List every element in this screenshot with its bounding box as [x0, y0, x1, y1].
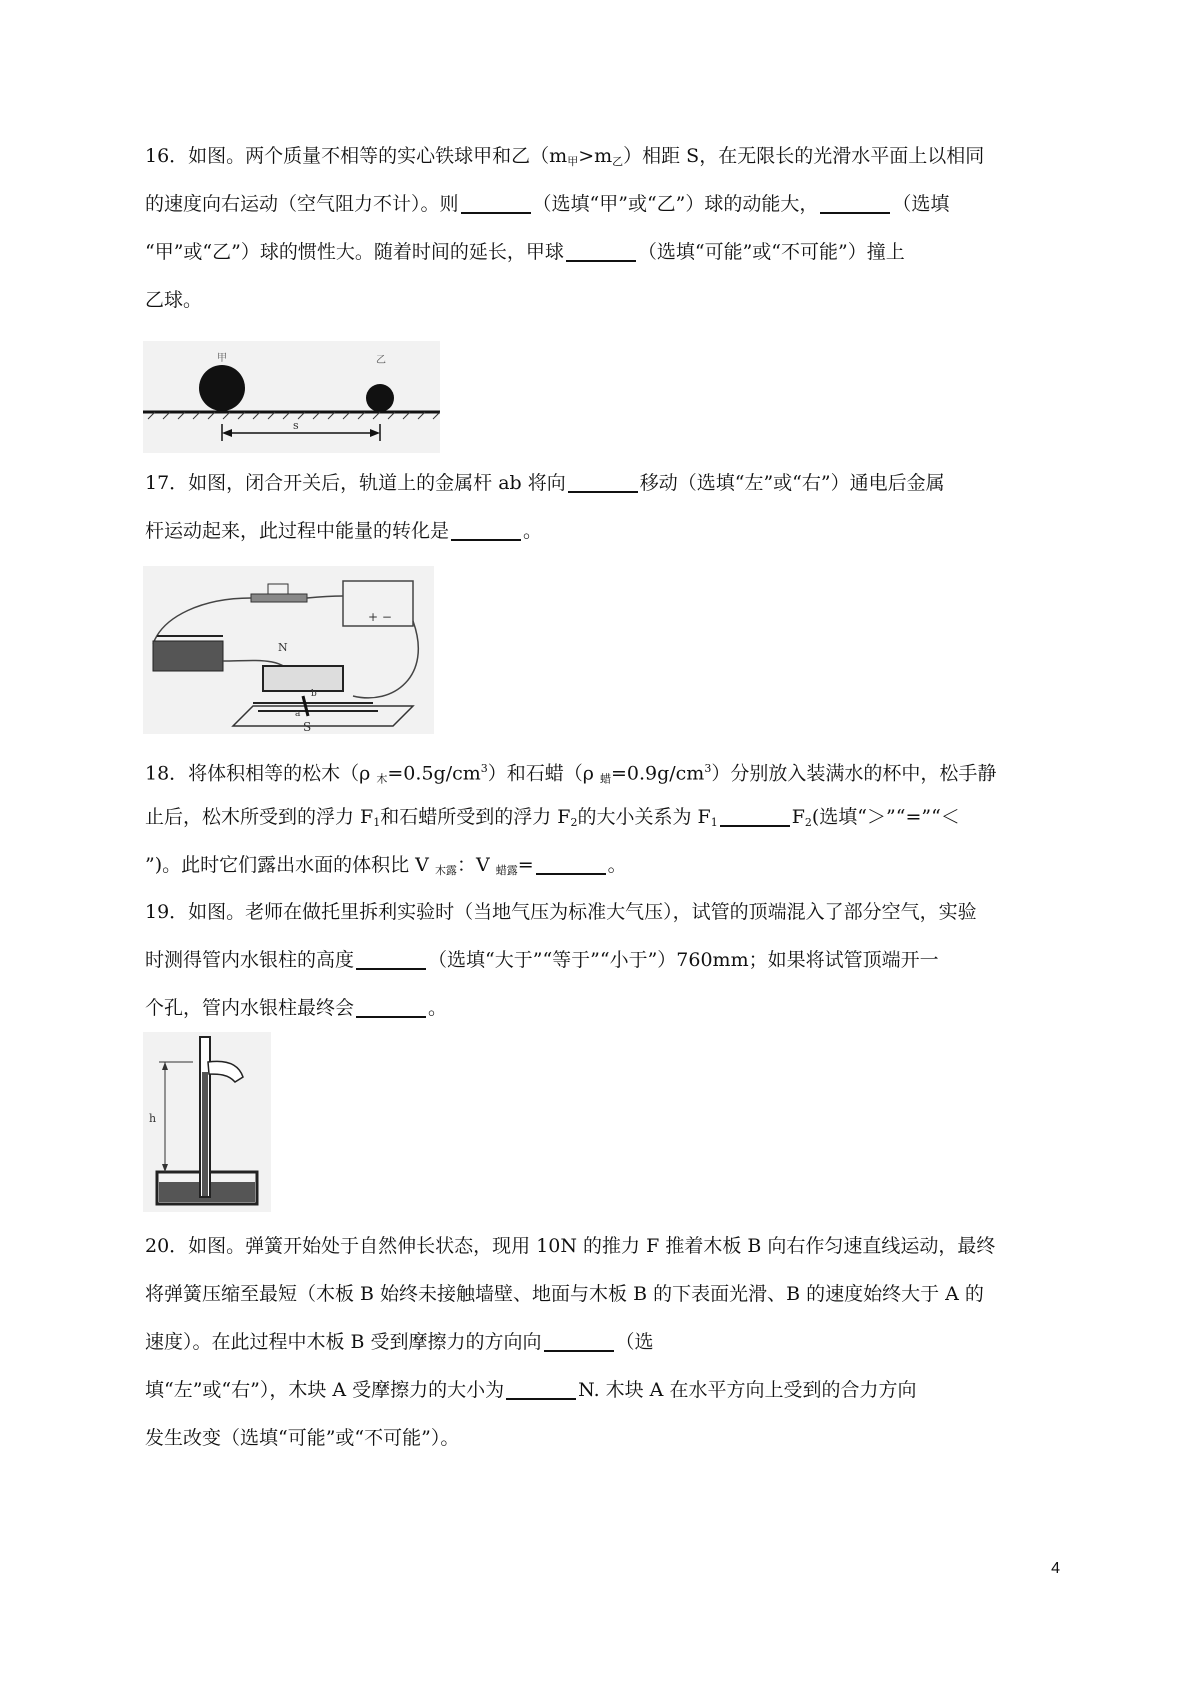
- figure-16-iron-balls: [143, 341, 440, 453]
- q17-text: 17．如图，闭合开关后，轨道上的金属杆 ab 将向: [145, 472, 566, 494]
- wire: [307, 596, 343, 598]
- q16-sub-yi: 乙: [612, 155, 624, 168]
- switch: [251, 594, 307, 602]
- fig19-label-h: h: [149, 1112, 157, 1125]
- fig16-label-s: s: [293, 419, 299, 432]
- horseshoe-magnet: [263, 666, 343, 691]
- q18-text: ）和石蜡（ρ: [487, 762, 600, 785]
- answer-blank[interactable]: [506, 1372, 576, 1400]
- answer-blank[interactable]: [568, 465, 638, 493]
- wire: [353, 621, 418, 698]
- height-arrow-top: [162, 1062, 168, 1070]
- q18-text: 止后，松木所受到的浮力 F: [145, 806, 374, 828]
- q18-sup: 3: [704, 762, 712, 775]
- switch-handle: [268, 584, 288, 594]
- q16-text: （选填: [892, 193, 950, 215]
- q17-text: 移动（选填“左”或“右”）通电后金属: [639, 472, 945, 494]
- q18-sub: 蜡: [599, 772, 611, 786]
- q18-text: 的大小关系为 F: [577, 806, 711, 828]
- arrow-head-left: [222, 429, 232, 437]
- q18-text: ：V: [456, 854, 496, 876]
- question-20: [145, 1222, 1065, 1462]
- q18-sub: 2: [570, 816, 578, 829]
- answer-blank[interactable]: [451, 513, 521, 541]
- q18-sup: 3: [480, 762, 488, 775]
- q18-text: =0.5g/cm: [387, 762, 481, 785]
- q18-sub: 1: [710, 816, 718, 829]
- q18-sub: 蜡露: [495, 864, 518, 877]
- answer-blank[interactable]: [820, 186, 890, 214]
- q18-sub: 1: [373, 816, 381, 829]
- q18-sub: 木露: [434, 864, 457, 877]
- q17-text: 杆运动起来，此过程中能量的转化是: [145, 520, 450, 542]
- q16-text: >m: [578, 145, 613, 167]
- question-16: [145, 132, 1065, 324]
- rheostat: [153, 641, 223, 671]
- q16-text: （选填“甲”或“乙”）球的动能大，: [532, 193, 819, 215]
- power-terminals: + −: [368, 610, 392, 624]
- q18-text: ）分别放入装满水的杯中，松手静: [711, 762, 997, 785]
- base-board: [233, 706, 413, 726]
- fig17-label-b: b: [311, 689, 317, 699]
- q16-text: 乙球。: [145, 289, 203, 311]
- arrow-head-right: [370, 429, 380, 437]
- q16-text: 16．如图。两个质量不相等的实心铁球甲和乙（m: [145, 145, 568, 167]
- q20-text: 发生改变（选填“可能”或“不可能”）。: [145, 1427, 460, 1449]
- q16-sub-jia: 甲: [567, 155, 579, 168]
- q16-text: ）相距 S，在无限长的光滑水平面上以相同: [623, 145, 985, 167]
- answer-blank[interactable]: [536, 847, 606, 875]
- fig17-label-n: N: [278, 641, 288, 654]
- q16-text: “甲”或“乙”）球的惯性大。随着时间的延长，甲球: [145, 241, 564, 263]
- hand: [208, 1061, 243, 1082]
- answer-blank[interactable]: [544, 1324, 614, 1352]
- page-number: 4: [1051, 1560, 1060, 1577]
- q17-text: 。: [523, 520, 543, 542]
- q18-text: =0.9g/cm: [610, 762, 705, 785]
- figure-19-torricelli: [143, 1032, 271, 1212]
- q18-text: F: [791, 806, 805, 828]
- q18-text: 和石蜡所受到的浮力 F: [380, 806, 571, 828]
- q18-text: =: [517, 854, 534, 876]
- q18-text: (选填“＞”“=”“＜: [811, 806, 960, 828]
- fig16-label-a: 甲: [217, 353, 227, 364]
- q19-text: 19．如图。老师在做托里拆利实验时（当地气压为标准大气压），试管的顶端混入了部分空气，实验: [145, 901, 977, 923]
- answer-blank[interactable]: [720, 799, 790, 827]
- fig17-label-a: a: [295, 709, 301, 719]
- q18-text: 。: [607, 854, 627, 876]
- answer-blank[interactable]: [356, 942, 426, 970]
- ball-yi: [366, 384, 394, 412]
- q20-text: 速度）。在此过程中木板 B 受到摩擦力的方向向: [145, 1331, 542, 1353]
- q20-text: 20．如图。弹簧开始处于自然伸长状态，现用 10N 的推力 F 推着木板 B 向右作匀速直线运动，最终: [145, 1235, 996, 1257]
- q20-text: 填“左”或“右”），木块 A 受摩擦力的大小为: [145, 1379, 505, 1401]
- q20-text: （选: [615, 1331, 654, 1353]
- q19-text: 时测得管内水银柱的高度: [145, 949, 355, 971]
- question-18: [145, 745, 1065, 889]
- q16-text: （选填“可能”或“不可能”）撞上: [637, 241, 905, 263]
- question-19: [145, 888, 1065, 1032]
- q18-text: 18．将体积相等的松木（ρ: [145, 762, 377, 785]
- q18-sub: 木: [376, 772, 388, 786]
- q16-text: 的速度向右运动（空气阻力不计）。则: [145, 193, 459, 215]
- answer-blank[interactable]: [356, 990, 426, 1018]
- question-17: [145, 459, 1065, 555]
- q19-text: 个孔，管内水银柱最终会: [145, 997, 355, 1019]
- wire: [153, 598, 251, 644]
- answer-blank[interactable]: [461, 186, 531, 214]
- q18-text: ”)。此时它们露出水面的体积比 V: [145, 854, 435, 876]
- q20-text: 将弹簧压缩至最短（木板 B 始终未接触墙壁、地面与木板 B 的下表面光滑、B 的速度始终大于 A 的: [145, 1283, 984, 1305]
- q20-text: N. 木块 A 在水平方向上受到的合力方向: [578, 1379, 917, 1401]
- fig17-label-s: S: [303, 720, 312, 734]
- ball-jia: [199, 365, 245, 411]
- q19-text: 。: [428, 997, 448, 1019]
- answer-blank[interactable]: [566, 234, 636, 262]
- figure-17-circuit: [143, 566, 434, 734]
- q18-sub: 2: [804, 816, 812, 829]
- mercury-column: [202, 1072, 208, 1196]
- fig16-label-b: 乙: [376, 355, 386, 366]
- q19-text: （选填“大于”“等于”“小于”）760mm；如果将试管顶端开一: [428, 949, 939, 971]
